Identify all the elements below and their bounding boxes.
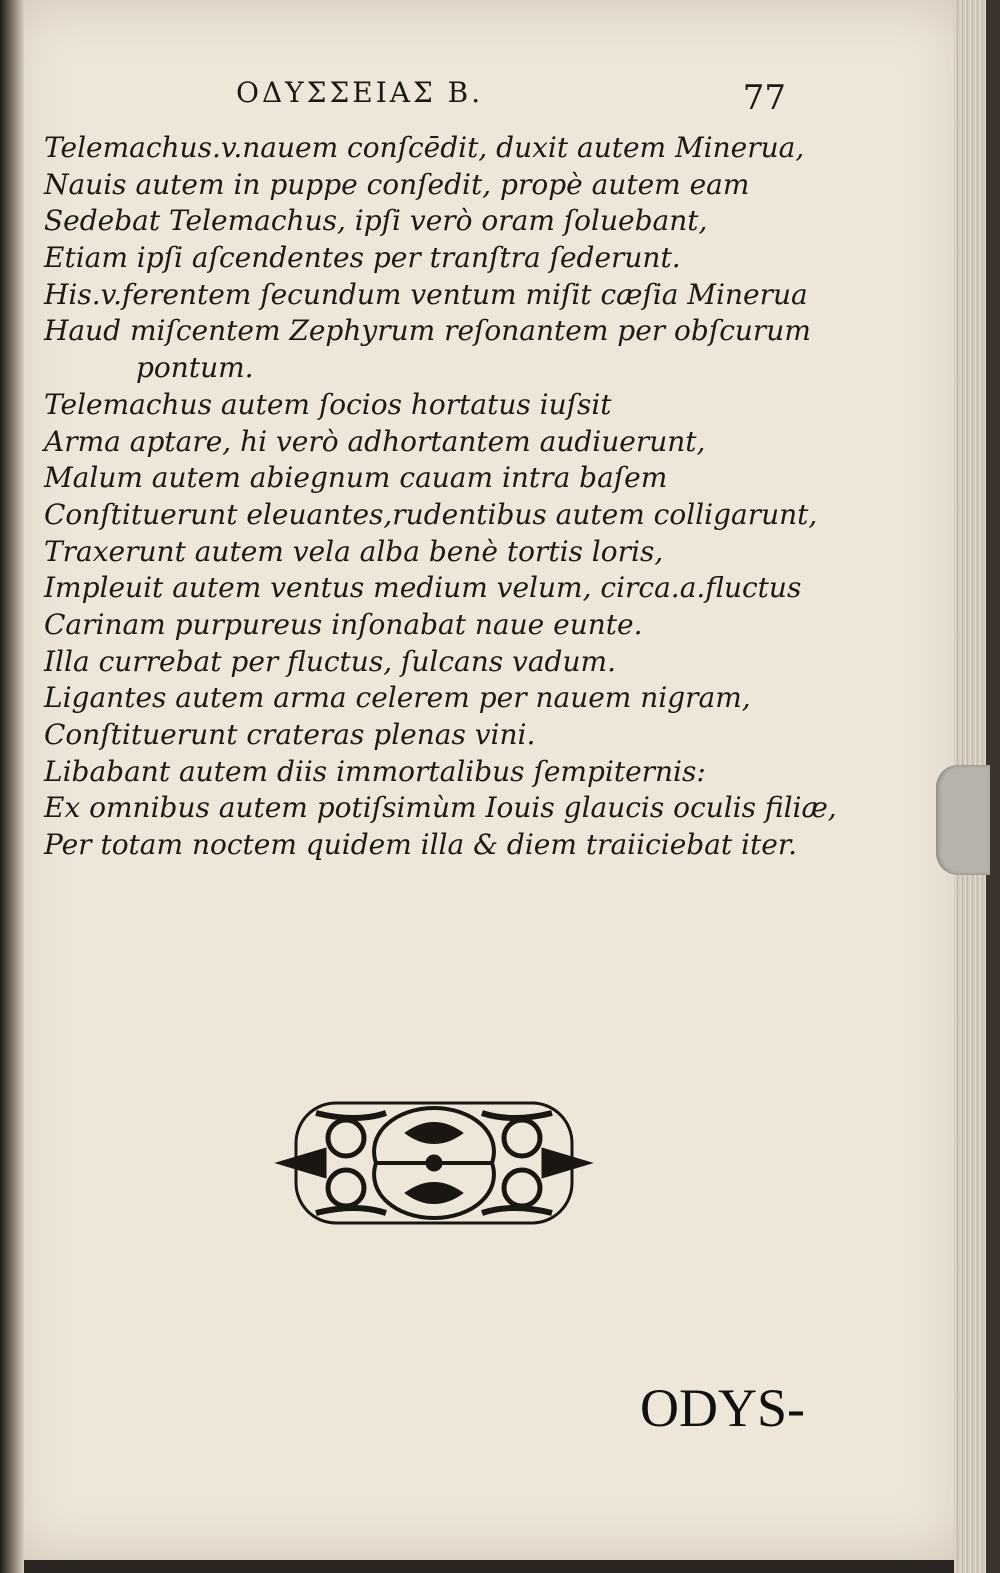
running-head-title: ΟΔΥΣΣΕΙΑΣ Β.	[236, 76, 484, 109]
page-number: 77	[742, 78, 786, 118]
verse-line: Nauis autem in puppe conſedit, propè autem eam	[44, 167, 750, 201]
verse-line: Sedebat Telemachus, ipſi verò oram ſoluebant,	[44, 204, 708, 238]
verse-line: Etiam ipſi aſcendentes per tranſtra ſederunt.	[44, 241, 681, 275]
book-page	[8, 0, 966, 1560]
verse-line: Carinam purpureus inſonabat naue eunte.	[44, 607, 643, 641]
verse-line: Telemachus autem ſocios hortatus iuſsit	[44, 387, 612, 421]
fleuron-ornament-icon	[256, 1093, 612, 1233]
verse-line: Ligantes autem arma celerem per nauem nigram,	[44, 681, 751, 715]
verse-line: Illa currebat per fluctus, ſulcans vadum.	[44, 644, 616, 678]
running-head	[236, 76, 786, 116]
verse-line: Haud miſcentem Zephyrum reſonantem per obſcurum	[44, 314, 811, 348]
catchword: ODYS-	[640, 1378, 806, 1438]
verse-line: Ex omnibus autem potiſsimùm Iouis glaucis oculis filiæ,	[44, 791, 837, 825]
verse-line: Libabant autem diis immortalibus ſempiternis:	[44, 754, 706, 788]
bookmark-tab	[936, 765, 990, 875]
verse-line-continuation: pontum.	[136, 351, 254, 385]
verse-line: Conſtituerunt eleuantes,rudentibus autem colligarunt,	[44, 497, 818, 531]
verse-line: Arma aptare, hi verò adhortantem audiuerunt,	[44, 424, 706, 458]
verse-line: Impleuit autem ventus medium velum, circa.a.fluctus	[44, 571, 802, 605]
verse-line: Conſtituerunt crateras plenas vini.	[44, 718, 536, 751]
book-gutter	[0, 0, 24, 1573]
verse-line: Traxerunt autem vela alba benè tortis loris,	[44, 534, 664, 568]
verse-line: Per totam noctem quidem illa & diem traiiciebat iter.	[44, 828, 798, 862]
verse-line: Telemachus.v.nauem conſcēdit, duxit autem Minerua,	[44, 131, 805, 164]
verse-line: His.v.ferentem ſecundum ventum miſit cæſia Minerua	[44, 277, 808, 311]
verse-block	[44, 130, 837, 864]
verse-line: Malum autem abiegnum cauam intra baſem	[44, 461, 668, 495]
